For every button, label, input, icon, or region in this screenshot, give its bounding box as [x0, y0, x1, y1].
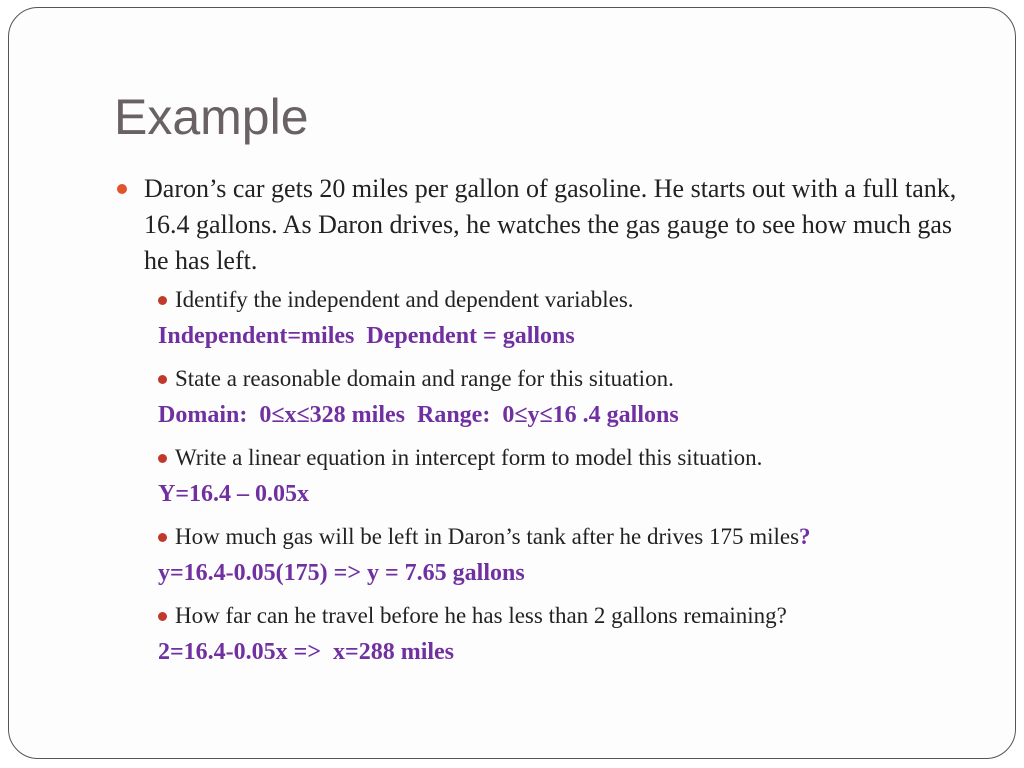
slide-content: [113, 171, 973, 680]
question-mark: ?: [799, 524, 811, 549]
sub-bullet-icon: [158, 296, 167, 305]
answer-text: Y=16.4 – 0.05x: [158, 481, 310, 507]
answer-text: y=16.4-0.05(175) => y = 7.65 gallons: [158, 560, 525, 586]
slide-title: Example: [114, 89, 309, 145]
question-text: State a reasonable domain and range for this situation.: [175, 366, 674, 391]
intro-text: Daron’s car gets 20 miles per gallon of gasoline. He starts out with a full tank, 16.4 gallons. As Daron drives, he watches the gas gauge to see how much gas he has left.: [144, 174, 957, 275]
sub-bullet-icon: [158, 533, 167, 542]
intro-paragraph: [113, 171, 973, 279]
sub-bullet-icon: [158, 454, 167, 463]
sub-bullet-icon: [158, 612, 167, 621]
question-item: [157, 364, 973, 400]
question-item: [157, 443, 973, 479]
question-item: [157, 601, 973, 637]
bullet-icon: [117, 184, 127, 194]
question-text: Identify the independent and dependent variables.: [175, 287, 634, 312]
question-item: [157, 522, 973, 558]
question-item: [157, 285, 973, 321]
answer-text: Domain: 0≤x≤328 miles Range: 0≤y≤16 .4 gallons: [158, 402, 679, 428]
question-text: How much gas will be left in Daron’s tank after he drives 175 miles: [175, 524, 800, 549]
sub-bullet-icon: [158, 375, 167, 384]
answer-text: Independent=miles Dependent = gallons: [158, 323, 575, 349]
answer-text: 2=16.4-0.05x => x=288 miles: [158, 639, 455, 665]
question-text: How far can he travel before he has less than 2 gallons remaining?: [175, 603, 787, 628]
slide-frame: [8, 7, 1016, 759]
question-text: Write a linear equation in intercept form to model this situation.: [175, 445, 763, 470]
